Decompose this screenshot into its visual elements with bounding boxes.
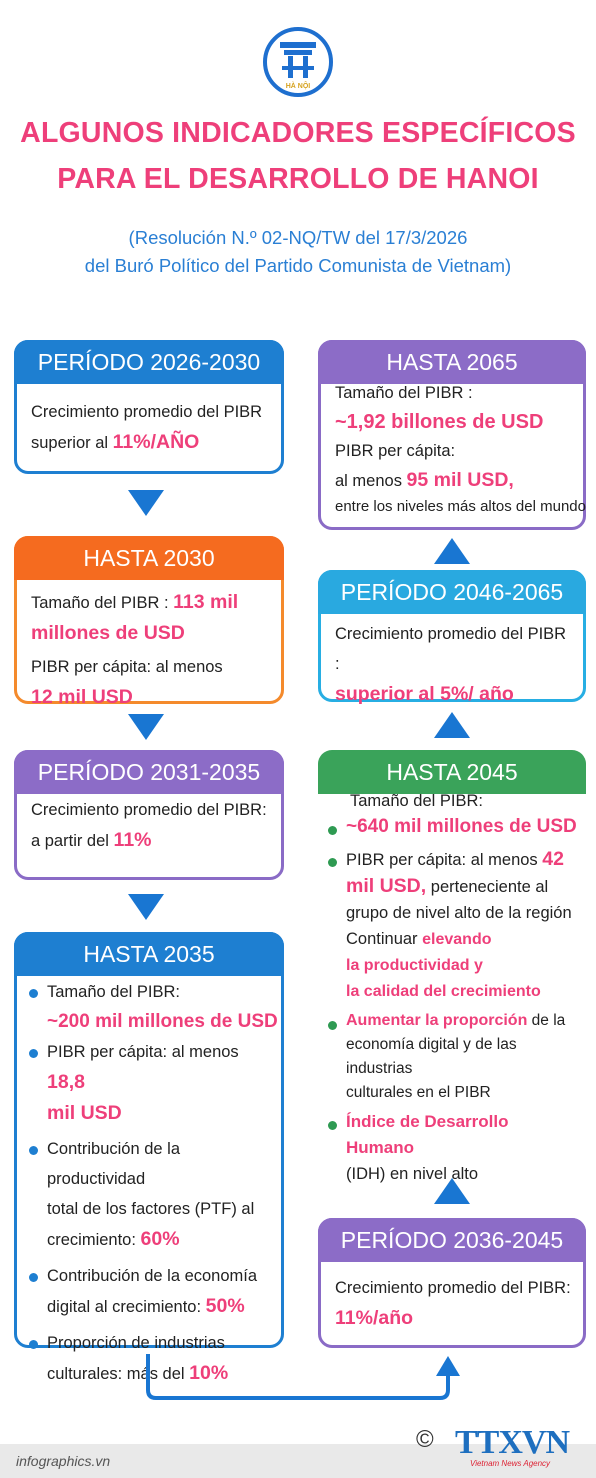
productivity-value-a: elevando [422, 931, 492, 948]
card-body [335, 619, 575, 709]
productivity-value-b: la productividad y [346, 957, 483, 974]
digital-suffix: de la [527, 1012, 566, 1029]
digital-value: 50% [205, 1295, 245, 1317]
period-2031-2035-card [14, 750, 284, 880]
gdp-value: ~640 mil millones de USD [346, 816, 577, 837]
digital-line-2: digital al crecimiento: [47, 1298, 206, 1316]
hdi-label: (IDH) en nivel alto [346, 1165, 479, 1183]
list-item [29, 977, 277, 1037]
productivity-value-c: la calidad del crecimiento [346, 983, 541, 1000]
list-item [29, 1261, 277, 1322]
card-header: HASTA 2035 [14, 932, 284, 976]
title-line-2: PARA EL DESARROLLO DE HANOI [57, 163, 539, 195]
card-header: PERÍODO 2026-2030 [14, 340, 284, 384]
growth-value: 11%/AÑO [112, 431, 200, 453]
tfp-value: 60% [140, 1228, 180, 1250]
site-link[interactable]: infographics.vn [16, 1453, 111, 1469]
gdp-value-b: millones de USD [31, 622, 185, 644]
arrow-down-icon [128, 490, 164, 516]
list-item [29, 1134, 277, 1255]
page-subtitle [0, 224, 596, 280]
per-capita-label: PIBR per cápita: al menos [31, 658, 223, 676]
period-2046-2065-card [318, 570, 586, 705]
gdp-label: Tamaño del PIBR: [350, 792, 483, 810]
digital-value: Aumentar la proporción [346, 1012, 528, 1029]
hanoi-logo [262, 26, 334, 98]
digital-line-2: economía digital y de las industrias [346, 1036, 517, 1077]
card-header: PERÍODO 2046-2065 [318, 570, 586, 614]
digital-line-3: culturales en el PIBR [346, 1084, 491, 1101]
per-capita-value-a: 42 [542, 848, 564, 870]
card-header: PERÍODO 2036-2045 [318, 1218, 586, 1262]
until-2065-card [318, 340, 586, 530]
arrow-up-icon [434, 538, 470, 564]
arrow-down-icon [128, 894, 164, 920]
until-2035-card [14, 932, 284, 1384]
list-item [328, 814, 580, 840]
list-item [328, 846, 580, 1005]
culture-value: 10% [189, 1362, 229, 1384]
arrow-down-icon [128, 714, 164, 740]
period-2036-2045-card [318, 1218, 586, 1348]
gdp-value: ~200 mil millones de USD [47, 1011, 278, 1032]
card-body [335, 1273, 575, 1333]
culture-line-2: culturales: más del [47, 1365, 190, 1383]
growth-value: 11%/año [335, 1307, 414, 1329]
card-body [31, 587, 273, 712]
period-2026-2030-card [14, 340, 284, 474]
gdp-value-a: 113 mil [173, 591, 239, 613]
per-capita-value-a: 18,8 [47, 1071, 85, 1093]
card-header: HASTA 2045 [318, 750, 586, 794]
card-body [31, 397, 273, 458]
card-body [335, 379, 586, 518]
gdp-label: Tamaño del PIBR : [31, 594, 174, 612]
per-capita-note: entre los niveles más altos del mundo [335, 498, 586, 515]
tfp-line-3: crecimiento: [47, 1231, 141, 1249]
per-capita-value: 12 mil USD [31, 686, 133, 708]
gdp-label: Tamaño del PIBR : [335, 384, 473, 402]
growth-label: Crecimiento promedio del PIBR [31, 403, 263, 421]
page-title [0, 110, 596, 202]
subtitle-line-1: (Resolución N.º 02-NQ/TW del 17/3/2026 [128, 227, 468, 248]
card-header: PERÍODO 2031-2035 [14, 750, 284, 794]
until-2045-card [318, 750, 586, 1183]
until-2030-card [14, 536, 284, 708]
ttxvn-logo: TTXVN [455, 1424, 570, 1461]
arrow-up-icon [434, 1178, 470, 1204]
per-capita-value: 95 mil USD, [406, 469, 514, 491]
growth-prefix: superior al [31, 434, 113, 452]
ttxvn-tagline: Vietnam News Agency [470, 1459, 551, 1468]
per-capita-label: PIBR per cápita: al menos [47, 1043, 239, 1061]
card-body [29, 977, 277, 1389]
list-item [29, 1037, 277, 1128]
per-capita-note: grupo de nivel alto de la región [346, 904, 572, 922]
card-body [31, 795, 273, 856]
productivity-prefix: Continuar [346, 930, 423, 948]
tfp-line-2: total de los factores (PTF) al [47, 1200, 255, 1218]
culture-line-1: Proporción de industrias [47, 1334, 225, 1352]
per-capita-suffix: perteneciente al [426, 878, 549, 896]
subtitle-line-2: del Buró Político del Partido Comunista de Vietnam) [84, 255, 512, 276]
tfp-line-1: Contribución de la productividad [47, 1140, 180, 1188]
per-capita-label: PIBR per cápita: al menos [346, 851, 543, 869]
card-body [328, 788, 580, 1187]
growth-prefix: a partir del [31, 832, 114, 850]
per-capita-value-b: mil USD, [346, 875, 427, 897]
list-item [328, 1009, 580, 1105]
per-capita-value-b: mil USD [47, 1102, 122, 1124]
per-capita-label: PIBR per cápita: [335, 442, 456, 460]
growth-value: superior al 5%/ año [335, 683, 514, 705]
hdi-value: Índice de Desarrollo Humano [346, 1112, 509, 1157]
card-header: HASTA 2065 [318, 340, 586, 384]
card-header: HASTA 2030 [14, 536, 284, 580]
growth-label: Crecimiento promedio del PIBR: [335, 1279, 571, 1297]
gdp-value: ~1,92 billones de USD [335, 411, 544, 433]
per-capita-prefix: al menos [335, 472, 407, 490]
list-item [328, 1109, 580, 1187]
title-line-1: ALGUNOS INDICADORES ESPECÍFICOS [20, 117, 576, 149]
copyright-icon: © [416, 1426, 434, 1453]
logo-text: HÀ NỘI [285, 83, 311, 90]
growth-label: Crecimiento promedio del PIBR : [335, 625, 567, 673]
growth-value: 11% [113, 829, 152, 851]
digital-line-1: Contribución de la economía [47, 1267, 258, 1285]
gdp-label: Tamaño del PIBR: [47, 983, 180, 1001]
growth-label: Crecimiento promedio del PIBR: [31, 801, 267, 819]
connector-arrow [140, 1352, 470, 1404]
arrow-up-icon [434, 712, 470, 738]
